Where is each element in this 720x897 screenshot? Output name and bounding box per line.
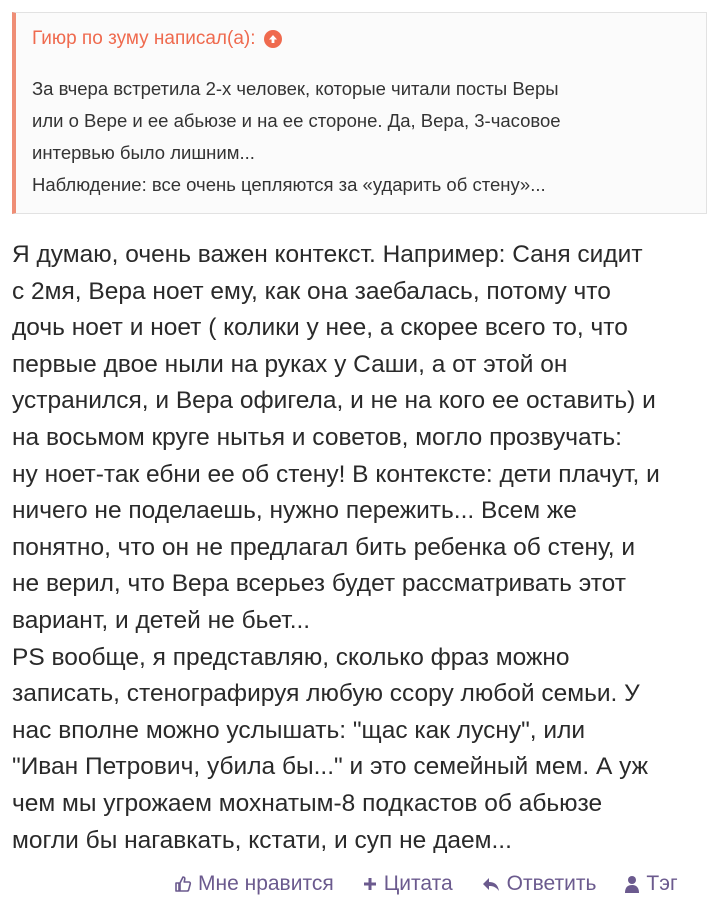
tag-label: Тэг [646, 872, 678, 895]
plus-icon [362, 876, 378, 892]
post-line: Я думаю, очень важен контекст. Например: Саня сидит [12, 241, 643, 268]
post-line: с 2мя, Вера ноет ему, как она заебалась, потому что [12, 277, 611, 305]
post-actions [174, 871, 720, 897]
reply-button[interactable] [481, 871, 597, 897]
quote-text [32, 73, 706, 201]
quote-label: Цитата [383, 872, 453, 895]
post-line: не верил, что Вера всерьез будет рассматривать этот [12, 570, 626, 598]
quote-line: Наблюдение: все очень цепляются за «ударить об стену»... [32, 174, 546, 195]
post-line: "Иван Петрович, убила бы..." и это семейный мем. А уж [12, 753, 649, 781]
post-line: чем мы угрожаем мохнатым-8 подкастов об абьюзе [12, 789, 603, 817]
quote-block [12, 12, 707, 214]
post-line: устранился, и Вера офигела, и не на кого ее оставить) и [12, 387, 656, 415]
quote-button[interactable] [362, 871, 453, 897]
post-line: дочь ноет и ноет ( колики у нее, а скорее всего то, что [12, 314, 628, 342]
post-body [12, 237, 712, 859]
post-line: первые двое ныли на руках у Саши, а от этой он [12, 350, 568, 378]
post-line: ну ноет-так ебни ее об стену! В контексте: дети плачут, и [12, 460, 660, 488]
tag-button[interactable] [624, 871, 677, 897]
quote-header [32, 27, 706, 51]
arrow-up-icon[interactable] [264, 30, 282, 48]
quote-line: или о Вере и ее абьюзе и на ее стороне. Да, Вера, 3-часовое [32, 110, 561, 131]
post-line: могли бы нагавкать, кстати, и суп не даем... [12, 826, 512, 854]
post-line: понятно, что он не предлагал бить ребенка об стену, и [12, 533, 636, 561]
quote-author-link[interactable]: Гиюр по зуму написал(а): [32, 28, 256, 49]
like-button[interactable] [174, 871, 334, 897]
reply-label: Ответить [506, 872, 597, 895]
user-icon [624, 875, 640, 893]
post-line: PS вообще, я представляю, сколько фраз можно [12, 643, 570, 671]
quote-line: За вчера встретила 2-х человек, которые читали посты Веры [32, 78, 559, 99]
quote-line: интервью было лишним... [32, 142, 255, 163]
post-line: нас вполне можно услышать: "щас как лусну", или [12, 716, 586, 744]
reply-arrow-icon [481, 875, 501, 893]
post-line: на восьмом круге нытья и советов, могло прозвучать: [12, 423, 622, 451]
post-line: ничего не поделаешь, нужно пережить... Всем же [12, 497, 577, 525]
post-line: записать, стенографируя любую ссору любой семьи. У [12, 680, 640, 708]
like-label: Мне нравится [198, 872, 334, 895]
thumbs-up-icon [174, 875, 192, 893]
post-line: вариант, и детей не бьет... [12, 606, 311, 634]
